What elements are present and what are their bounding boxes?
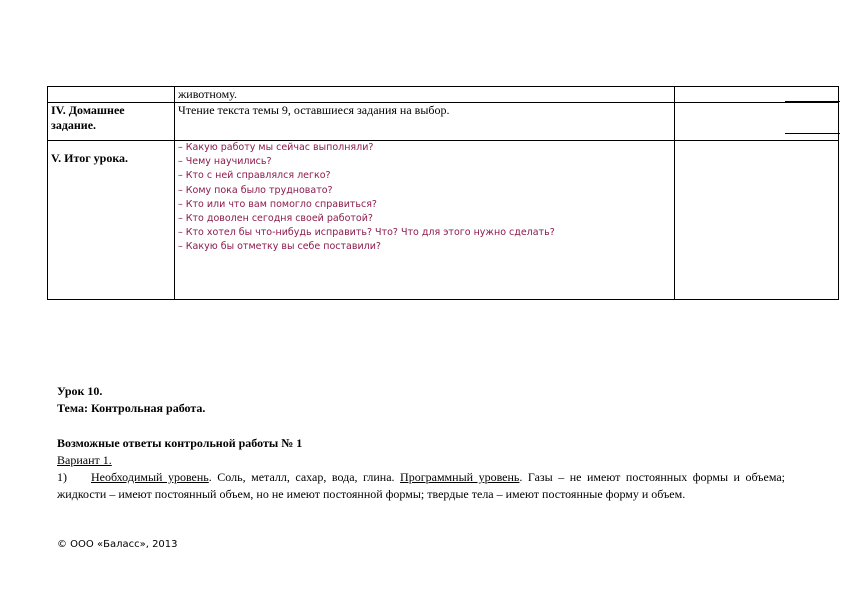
program-level-label: Программный уровень	[400, 470, 520, 484]
question-item: – Кто хотел бы что-нибудь исправить? Что? Что для этого нужно сделать?	[178, 227, 555, 239]
content-cell: животному.	[175, 87, 675, 103]
answers-heading: Возможные ответы контрольной работы № 1	[57, 436, 303, 450]
stage-homework-cell: IV. Домашнее задание.	[48, 103, 175, 141]
answer-paragraph	[57, 469, 785, 502]
table-divider	[785, 133, 840, 134]
question-item: – Какую работу мы сейчас выполняли?	[178, 142, 374, 153]
question-item: – Какую бы отметку вы себе поставили?	[178, 241, 381, 253]
copyright-footer: © ООО «Баласс», 2013	[57, 539, 178, 550]
stage-summary-cell: V. Итог урока.	[48, 141, 175, 300]
table-divider	[785, 101, 840, 102]
table-row	[48, 141, 839, 300]
table-row	[48, 103, 839, 141]
variant-label: Вариант 1.	[57, 453, 112, 467]
question-item: – Кому пока было трудновато?	[178, 184, 333, 196]
summary-questions-cell	[175, 141, 675, 300]
notes-cell	[675, 103, 839, 141]
item-number: 1)	[57, 470, 67, 484]
lesson-plan-table	[47, 86, 839, 300]
program-level-text: . Газы – не имеют постоянных формы и объема; жидкости – имеют постоянный объем, но не имеют постоянной формы; твердые тела – имеют постоянные форму и объем.	[57, 470, 785, 501]
question-item: – Чему научились?	[178, 156, 272, 168]
homework-content-cell: Чтение текста темы 9, оставшиеся задания на выбор.	[175, 103, 675, 141]
question-item: – Кто с ней справлялся легко?	[178, 170, 331, 182]
required-level-text: . Соль, металл, сахар, вода, глина.	[208, 470, 401, 484]
question-item: – Кто доволен сегодня своей работой?	[178, 213, 373, 225]
lesson-number: Урок 10.	[57, 384, 103, 398]
required-level-label: Необходимый уровень	[91, 470, 209, 484]
notes-cell	[675, 141, 839, 300]
stage-cell	[48, 87, 175, 103]
question-item: – Кто или что вам помогло справиться?	[178, 198, 377, 210]
lesson-topic: Тема: Контрольная работа.	[57, 401, 206, 415]
table-row	[48, 87, 839, 103]
